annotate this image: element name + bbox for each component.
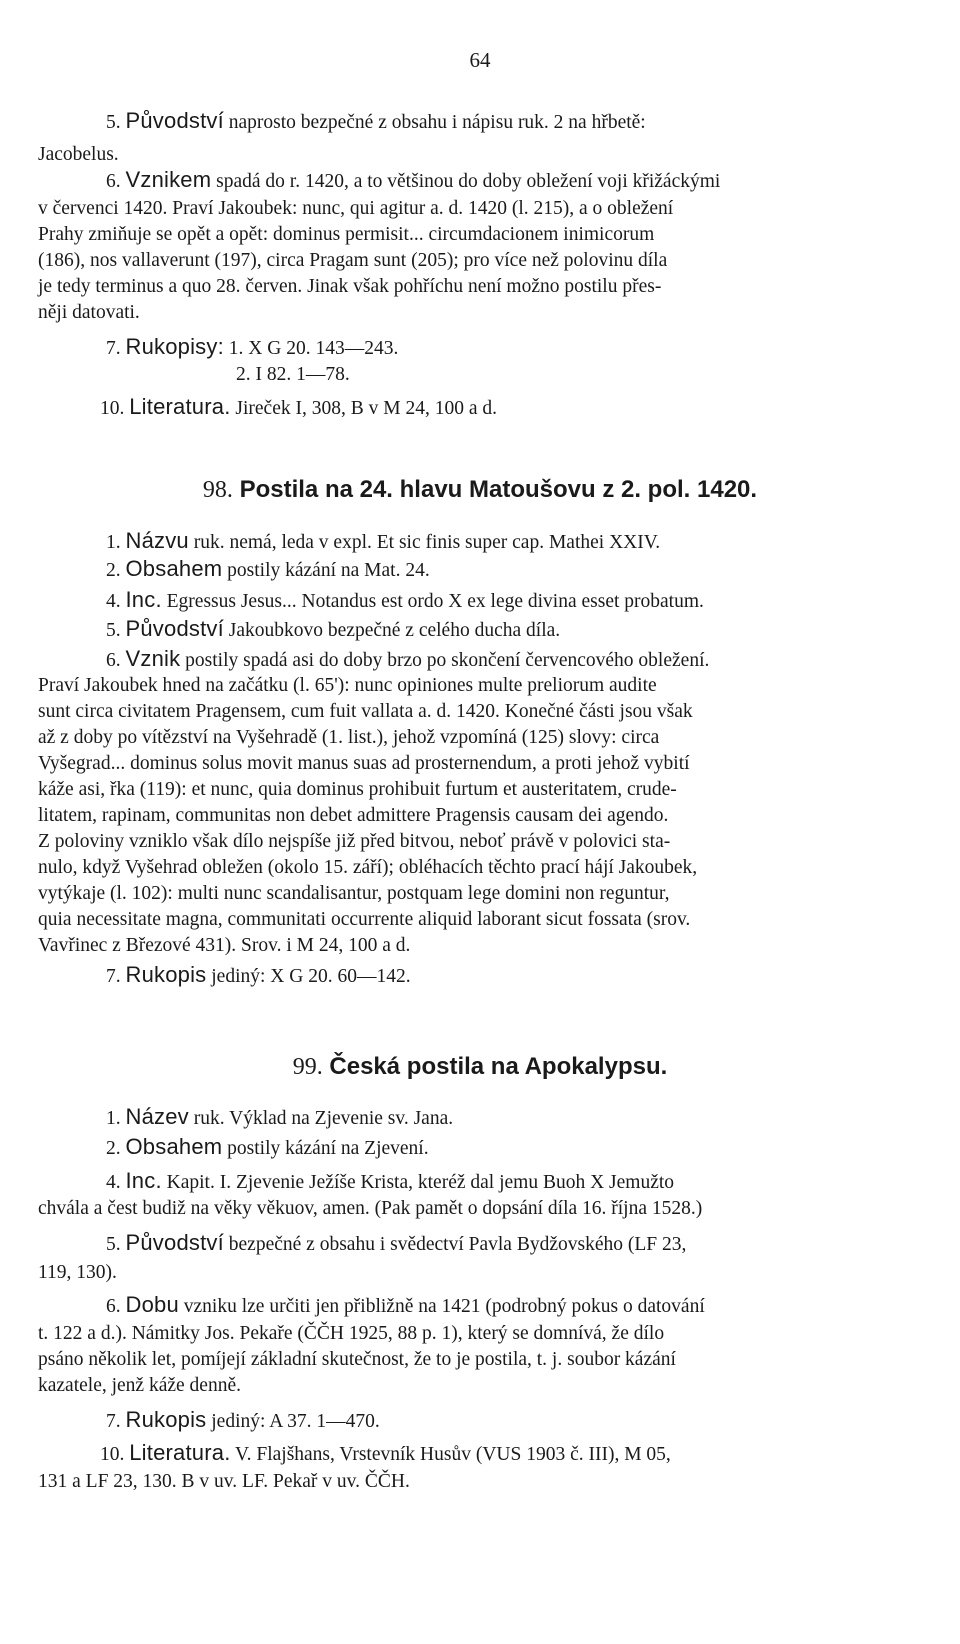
s98-item-5 [106, 616, 560, 644]
text-line: v červenci 1420. Praví Jakoubek: nunc, qui agitur a. d. 1420 (l. 215), a o obležení [38, 198, 674, 219]
item-text: ruk. Výklad na Zjevenie sv. Jana. [188, 1108, 454, 1129]
text-line: Jacobelus. [38, 144, 119, 165]
item-text: Kapit. I. Zjevenie Ježíše Krista, kteréž dal jemu Buoh X Jemužto [161, 1172, 675, 1193]
item-keyword: Název [125, 1104, 189, 1129]
item-text: postily kázání na Mat. 24. [222, 560, 430, 581]
item-keyword: Původství [125, 108, 224, 133]
s99-item-4 [106, 1168, 674, 1196]
prev-item-6 [106, 167, 720, 195]
s99-item-5 [106, 1230, 686, 1258]
item-text: naprosto bezpečné z obsahu i nápisu ruk. 2 na hřbetě: [223, 112, 646, 133]
section-number: 99. [292, 1054, 323, 1080]
item-text: postily kázání na Zjevení. [222, 1138, 429, 1159]
text-line: Praví Jakoubek hned na začátku (l. 65'): nunc opiniones multe preliorum audite [38, 675, 657, 696]
text-line: chvála a čest budiž na věky věkuov, amen. (Pak pamět o dopsání díla 16. října 1528.) [38, 1198, 703, 1219]
item-number: 4. [106, 591, 121, 612]
text-line: t. 122 a d.). Námitky Jos. Pekaře (ČČH 1925, 88 p. 1), který se domnívá, že dílo [38, 1323, 665, 1344]
s99-item-6 [106, 1292, 705, 1320]
text-line: káže asi, řka (119): et nunc, quia dominus prohibuit furtum et austeritatem, crude- [38, 779, 677, 800]
item-keyword: Rukopisy: [125, 334, 224, 359]
item-text: postily spadá asi do doby brzo po skončení červencového obležení. [180, 650, 710, 671]
s98-item-2 [106, 556, 430, 584]
text-line: Prahy zmiňuje se opět a opět: dominus permisit... circumdacionem inimicorum [38, 224, 655, 245]
s98-item-7 [106, 962, 411, 990]
prev-item-10 [100, 394, 497, 422]
item-keyword: Inc. [125, 1168, 162, 1193]
prev-item-5 [106, 108, 646, 136]
item-number: 2. [106, 560, 121, 581]
item-text: spadá do r. 1420, a to většinou do doby obležení voji křižáckými [211, 171, 721, 192]
item-keyword: Vznikem [125, 167, 212, 192]
item-text: V. Flajšhans, Vrstevník Husův (VUS 1903 č. III), M 05, [230, 1444, 671, 1465]
s98-item-1 [106, 528, 660, 556]
item-number: 7. [106, 1411, 121, 1432]
text-line: Vyšegrad... dominus solus movit manus suas ad prosternendum, a proti jehož vybití [38, 753, 690, 774]
item-keyword: Názvu [125, 528, 189, 553]
item-number: 5. [106, 620, 121, 641]
text-line: Vavřinec z Březové 431). Srov. i M 24, 100 a d. [38, 935, 411, 956]
section-heading-99 [0, 1053, 960, 1081]
item-text: Egressus Jesus... Notandus est ordo X ex lege divina esset probatum. [161, 591, 704, 612]
item-number: 10. [100, 398, 125, 419]
page-number: 64 [469, 48, 491, 72]
prev-item-7 [106, 334, 398, 362]
text-line: 131 a LF 23, 130. B v uv. LF. Pekař v uv. ČČH. [38, 1471, 410, 1492]
item-text: Jireček I, 308, B v M 24, 100 a d. [230, 398, 497, 419]
text-line: quia necessitate magna, communitati occurrente aliquid laborant sicut fossata (srov. [38, 909, 691, 930]
section-heading-98 [0, 476, 960, 504]
text-line: litatem, rapinam, communitas non debet admittere Pragensis causam dei agendo. [38, 805, 669, 826]
item-text: jediný: X G 20. 60—142. [206, 966, 411, 987]
item-number: 5. [106, 112, 121, 133]
item-keyword: Inc. [125, 587, 162, 612]
item-text: Jakoubkovo bezpečné z celého ducha díla. [223, 620, 561, 641]
item-number: 7. [106, 338, 121, 359]
item-number: 6. [106, 650, 121, 671]
section-title: Postila na 24. hlavu Matoušovu z 2. pol. 1420. [239, 476, 758, 503]
text-line: 119, 130). [38, 1262, 117, 1283]
item-number: 1. [106, 1108, 121, 1129]
text-line: až z doby po vítězství na Vyšehradě (1. list.), jehož vzpomíná (125) slovy: circa [38, 727, 660, 748]
item-keyword: Obsahem [125, 1134, 223, 1159]
item-keyword: Rukopis [125, 1407, 207, 1432]
s99-item-7 [106, 1407, 380, 1435]
text-line: psáno několik let, pomíjejí základní skutečnost, že to je postila, t. j. soubor kázání [38, 1349, 676, 1370]
item-number: 7. [106, 966, 121, 987]
s99-item-2 [106, 1134, 429, 1162]
text-line: kazatele, jenž káže denně. [38, 1375, 241, 1396]
section-number: 98. [202, 477, 233, 503]
item-keyword: Literatura. [129, 394, 231, 419]
item-keyword: Rukopis [125, 962, 207, 987]
text-line: Z poloviny vzniklo však dílo nejspíše již před bitvou, neboť právě v polovici sta- [38, 831, 671, 852]
item-keyword: Původství [125, 616, 224, 641]
section-title: Česká postila na Apokalypsu. [329, 1053, 668, 1080]
text-line: sunt circa civitatem Pragensem, cum fuit vallata a. d. 1420. Konečné části jsou však [38, 701, 693, 722]
s98-item-6 [106, 646, 709, 674]
s98-item-4 [106, 587, 704, 615]
item-keyword: Vznik [125, 646, 181, 671]
item-text: 1. X G 20. 143—243. [223, 338, 399, 359]
item-text: jediný: A 37. 1—470. [206, 1411, 380, 1432]
item-number: 4. [106, 1172, 121, 1193]
item-keyword: Původství [125, 1230, 224, 1255]
item-text: ruk. nemá, leda v expl. Et sic finis super cap. Mathei XXIV. [188, 532, 661, 553]
item-number: 10. [100, 1444, 125, 1465]
s99-item-10 [100, 1440, 671, 1468]
item-number: 6. [106, 171, 121, 192]
item-text: bezpečné z obsahu i svědectví Pavla Bydžovského (LF 23, [223, 1234, 687, 1255]
item-keyword: Literatura. [129, 1440, 231, 1465]
item-number: 1. [106, 532, 121, 553]
item-keyword: Dobu [125, 1292, 179, 1317]
text-line: vytýkaje (l. 102): multi nunc scandalisantur, postquam lege domini non reguntur, [38, 883, 670, 904]
text-line: něji datovati. [38, 302, 140, 323]
text-line: je tedy terminus a quo 28. červen. Jinak však pohříchu není možno postilu přes- [38, 276, 662, 297]
item-text: vzniku lze určiti jen přibližně na 1421 (podrobný pokus o datování [178, 1296, 705, 1317]
item-number: 6. [106, 1296, 121, 1317]
text-line: nulo, když Vyšehrad obležen (okolo 15. září); obléhacích těchto prací hájí Jakoubek, [38, 857, 698, 878]
item-number: 2. [106, 1138, 121, 1159]
text-line: (186), nos vallaverunt (197), circa Pragam sunt (205); pro více než polovinu díla [38, 250, 668, 271]
text-line: 2. I 82. 1—78. [236, 364, 350, 385]
item-keyword: Obsahem [125, 556, 223, 581]
s99-item-1 [106, 1104, 453, 1132]
item-number: 5. [106, 1234, 121, 1255]
